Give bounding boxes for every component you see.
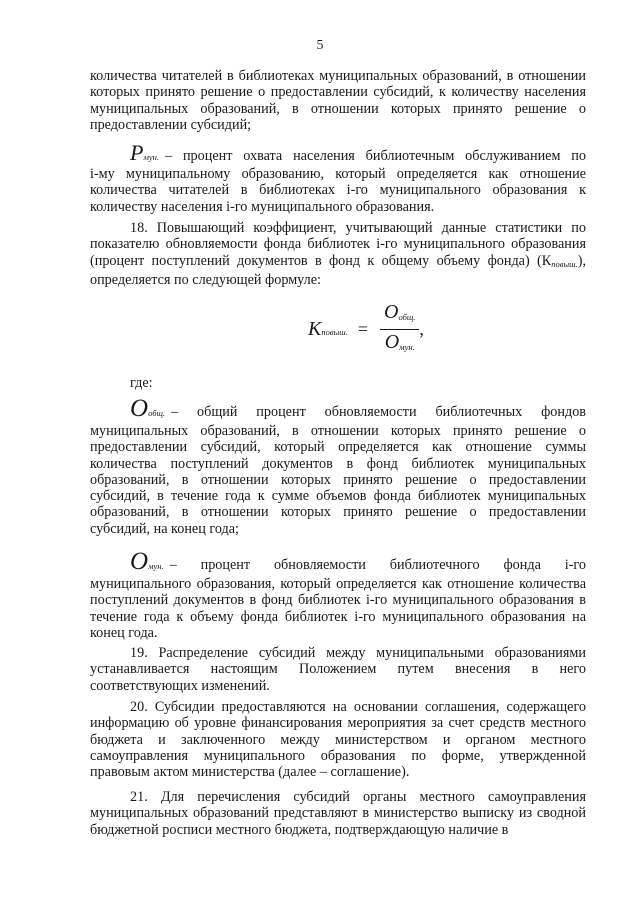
definition-line xyxy=(90,395,586,423)
definition-rest: муниципальных образований, в отношении которых принято решение о предоставлении субсидий, который определяется как отношение суммы количества поступлений документов в фонд библиотек муниципальных образований, в отношении которых принято решение о предоставлении субсидий, в течение года к сумме объемов фонда библиотек муниципальных образований, в отношении которых принято решение о предоставлении субсидий, на конец года; xyxy=(90,423,586,537)
formula-lhs-subscript: повыш. xyxy=(321,327,348,338)
paragraph-18-end: ), определяется по следующей формуле: xyxy=(90,252,586,288)
definition-first-line: – общий процент обновляемости библиотечных фондов xyxy=(171,404,586,420)
symbol-subscript: мун. xyxy=(143,152,159,162)
paragraph-readers-ratio: количества читателей в библиотеках муниципальных образований, в отношении которых принято решение о предоставлении субсидий, к количеству населения муниципальных образований, в отношении которых принято решение о предоставлении субсидий; xyxy=(90,68,586,133)
definition-rest: муниципального образования, который определяется как отношение количества поступлений документов в фонд библиотек i-го муниципального образования в течение года к объему фонда библиотек i-го муниципального образования на конец года. xyxy=(90,576,586,641)
page-number: 5 xyxy=(316,38,324,53)
formula-numerator: $O_{общ.}$ xyxy=(380,300,419,330)
definition-line xyxy=(90,140,586,166)
formula-fraction xyxy=(380,300,419,359)
formula-denominator: $O_{мун.}$ xyxy=(384,331,415,353)
paragraph-20 xyxy=(90,699,586,780)
paragraph-21 xyxy=(90,789,586,838)
where-label: где: xyxy=(130,375,153,391)
symbol-o: O xyxy=(130,395,149,422)
symbol-o: O xyxy=(130,548,149,575)
symbol-subscript: мун. xyxy=(148,561,164,571)
definition-first-line: – процент охвата населения библиотечным обслуживанием по xyxy=(165,148,586,164)
definition-p-mun xyxy=(90,140,586,215)
definition-first-line: – процент обновляемости библиотечного фонда i-го xyxy=(169,557,586,573)
paragraph-19 xyxy=(90,645,586,694)
paragraph-20-text: 20. Субсидии предоставляются на основании соглашения, содержащего информацию об уровне финансирования мероприятия за счет средств местного бюджета и заключенного между министерством и органом местного самоуправления муниципального образования по форме, утвержденной правовым актом министерства (далее – соглашение). xyxy=(90,699,586,781)
symbol-subscript: общ. xyxy=(148,408,166,418)
definition-o-obsh xyxy=(90,395,586,537)
paragraph-18-subscript: повыш. xyxy=(551,258,578,269)
where-label-block xyxy=(90,375,586,391)
formula xyxy=(308,300,424,359)
paragraph-18-text: 18. Повышающий коэффициент, учитывающий данные статистики по показателю обновляемости фонда библиотек i-го муниципального образования (процент поступлений документов в фонд к общему объему фонда) (К xyxy=(90,220,586,269)
formula-lhs: K xyxy=(308,318,322,340)
paragraph-19-text: 19. Распределение субсидий между муниципальными образованиями устанавливается настоящим Положением путем внесения в него соответствующих изменений. xyxy=(90,645,586,694)
paragraph-18 xyxy=(90,220,586,288)
formula-comma: , xyxy=(419,319,424,339)
body-top xyxy=(90,68,586,133)
definition-line xyxy=(90,548,586,576)
definition-o-mun xyxy=(90,548,586,641)
symbol-p: P xyxy=(130,140,144,165)
definition-rest: i-му муниципальному образованию, который определяется как отношение количества читателей в библиотеках i-го муниципального образования к количеству населения i-го муниципального образования. xyxy=(90,166,586,215)
formula-equals: = xyxy=(357,319,368,339)
paragraph-21-text: 21. Для перечисления субсидий органы местного самоуправления муниципальных образований представляют в министерство выписку из сводной бюджетной росписи местного бюджета, подтверждающую наличие в xyxy=(90,789,586,838)
